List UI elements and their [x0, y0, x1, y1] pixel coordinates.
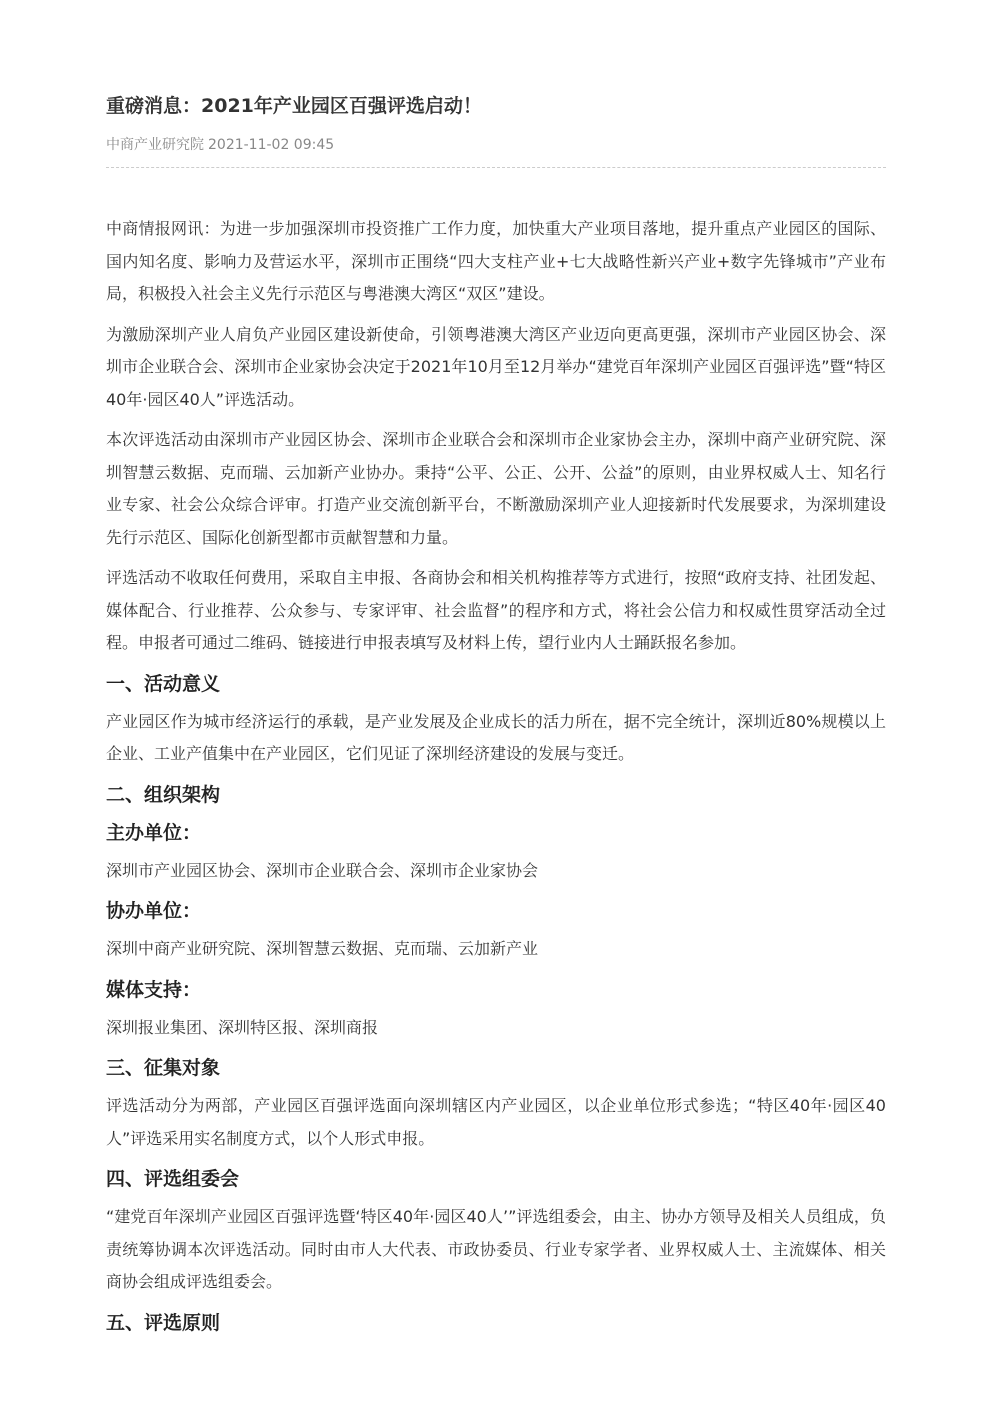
section-heading: 三、征集对象 — [106, 1057, 221, 1079]
article-source: 中商产业研究院 — [106, 137, 204, 153]
dashed-divider — [106, 167, 886, 168]
article-datetime: 2021-11-02 09:45 — [208, 137, 335, 153]
body-paragraph: 评选活动分为两部，产业园区百强评选面向深圳辖区内产业园区，以企业单位形式参选；“特区40年·园区40人”评选采用实名制度方式，以个人形式申报。 — [106, 1096, 886, 1148]
body-paragraph: 中商情报网讯：为进一步加强深圳市投资推广工作力度，加快重大产业项目落地，提升重点产业园区的国际、国内知名度、影响力及营运水平，深圳市正围绕“四大支柱产业+七大战略性新兴产业+数字先锋城市”产业布局，积极投入社会主义先行示范区与粤港澳大湾区“双区”建设。 — [106, 219, 886, 303]
article-meta — [106, 134, 338, 156]
body-paragraph: 产业园区作为城市经济运行的承载，是产业发展及企业成长的活力所在，据不完全统计，深圳近80%规模以上企业、工业产值集中在产业园区，它们见证了深圳经济建设的发展与变迁。 — [106, 711, 886, 763]
article-body — [106, 213, 886, 1345]
section-heading: 媒体支持： — [106, 978, 202, 1001]
body-paragraph: 深圳市产业园区协会、深圳市企业联合会、深圳市企业家协会 — [106, 860, 539, 880]
body-paragraph: 深圳报业集团、深圳特区报、深圳商报 — [106, 1017, 379, 1037]
section-heading: 四、评选组委会 — [106, 1168, 240, 1190]
body-paragraph: 深圳中商产业研究院、深圳智慧云数据、克而瑞、云加新产业 — [106, 939, 539, 958]
article-title: 重磅消息：2021年产业园区百强评选启动！ — [106, 95, 482, 117]
body-paragraph: 为激励深圳产业人肩负产业园区建设新使命，引领粤港澳大湾区产业迈向更高更强，深圳市产业园区协会、深圳市企业联合会、深圳市企业家协会决定于2021年10月至12月举办“建党百年深圳产业园区百强评选”暨“特区40年·园区40人”评选活动。 — [106, 324, 886, 409]
section-heading: 一、活动意义 — [106, 672, 221, 695]
body-paragraph: 评选活动不收取任何费用，采取自主申报、各商协会和相关机构推荐等方式进行，按照“政府支持、社团发起、媒体配合、行业推荐、公众参与、专家评审、社会监督”的程序和方式，将社会公信力和权威性贯穿活动全过程。申报者可通过二维码、链接进行申报表填写及材料上传，望行业内人士踊跃报名参加。 — [106, 568, 886, 652]
section-heading: 二、组织架构 — [106, 783, 221, 806]
section-heading: 主办单位： — [106, 821, 202, 844]
body-paragraph: “建党百年深圳产业园区百强评选暨‘特区40年·园区40人’”评选组委会，由主、协办方领导及相关人员组成，负责统筹协调本次评选活动。同时由市人大代表、市政协委员、行业专家学者、业界权威人士、主流媒体、相关商协会组成评选组委会。 — [106, 1207, 886, 1291]
section-heading: 协办单位： — [106, 900, 202, 922]
section-heading: 五、评选原则 — [106, 1311, 221, 1334]
body-paragraph: 本次评选活动由深圳市产业园区协会、深圳市企业联合会和深圳市企业家协会主办，深圳中商产业研究院、深圳智慧云数据、克而瑞、云加新产业协办。秉持“公平、公正、公开、公益”的原则，由业界权威人士、知名行业专家、社会公众综合评审。打造产业交流创新平台，不断激励深圳产业人迎接新时代发展要求，为深圳建设先行示范区、国际化创新型都市贡献智慧和力量。 — [106, 430, 886, 547]
